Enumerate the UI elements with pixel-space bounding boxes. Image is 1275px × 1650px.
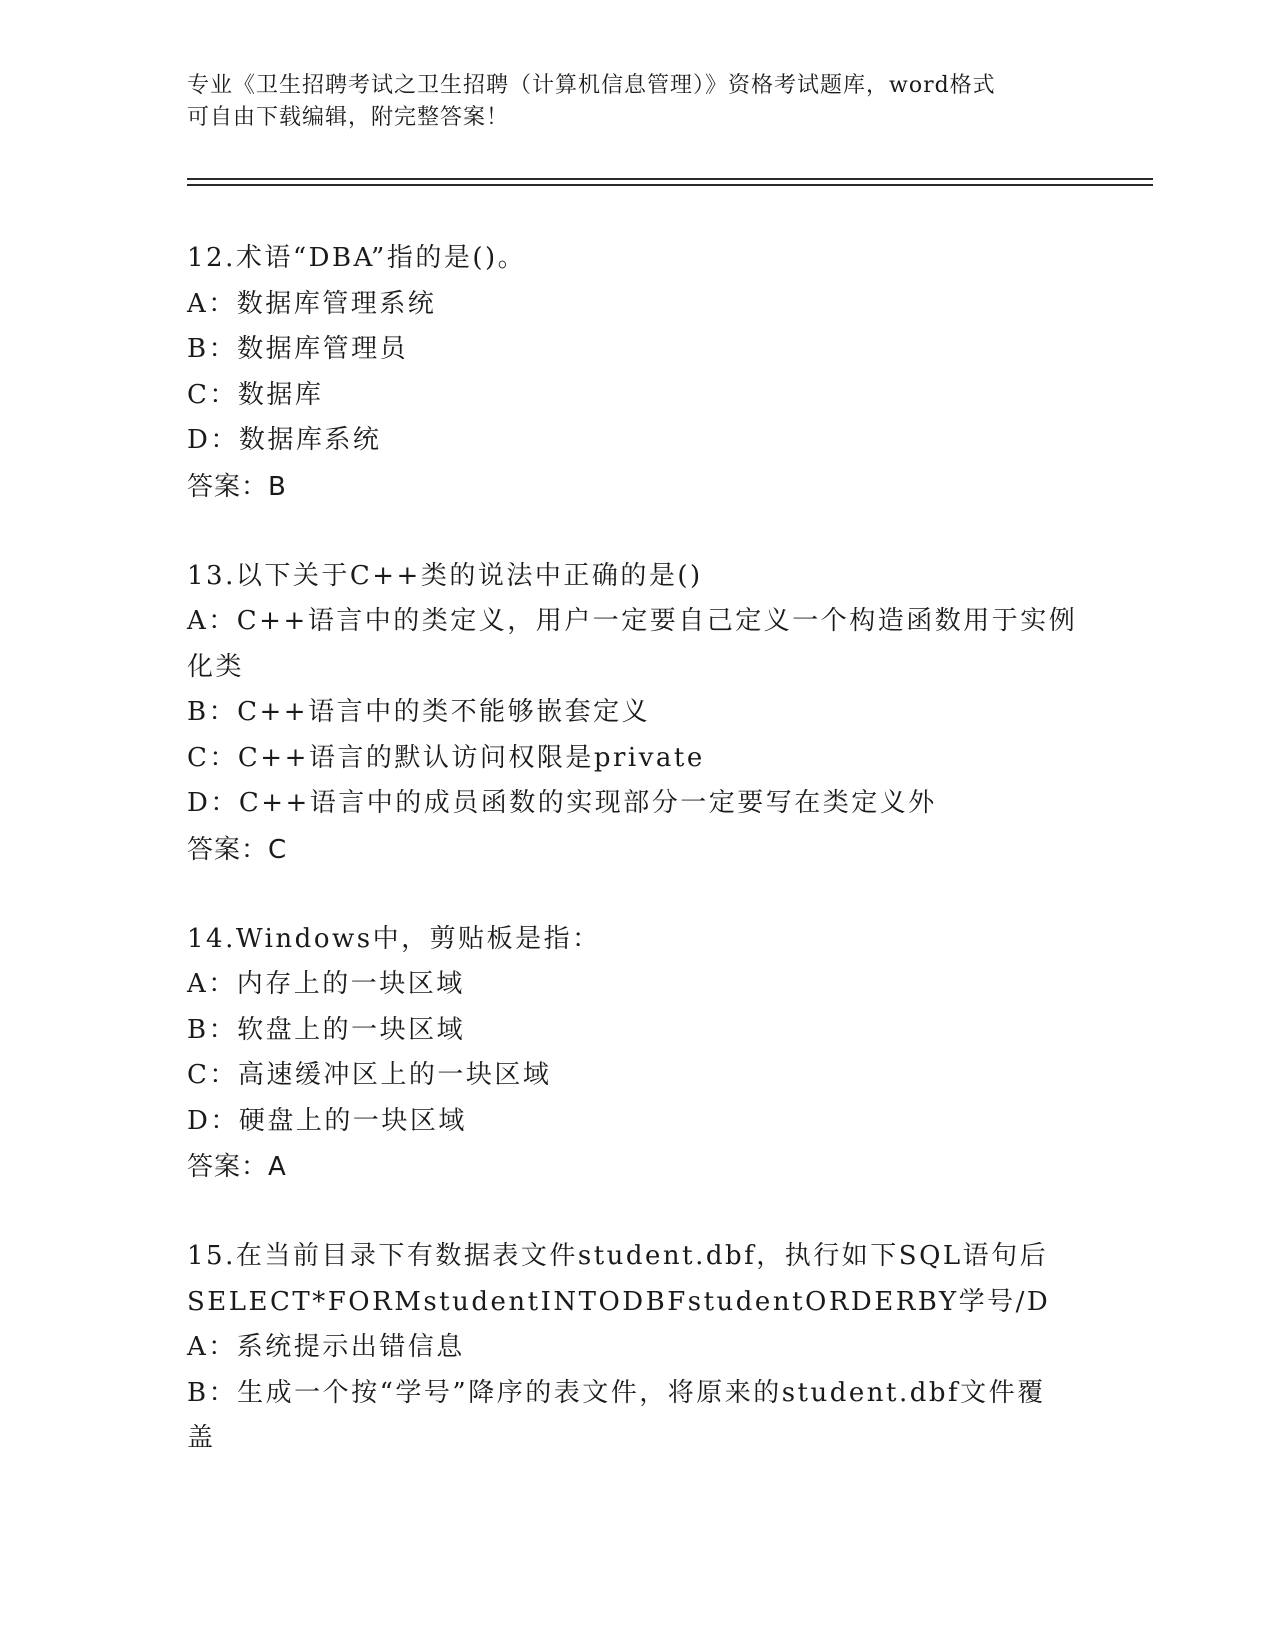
header-line-1: 专业《卫生招聘考试之卫生招聘（计算机信息管理）》资格考试题库，word格式 xyxy=(187,73,996,98)
question-stem: 13.以下关于C++类的说法中正确的是() xyxy=(187,560,703,591)
option-a: A：数据库管理系统 xyxy=(187,288,437,319)
answer-key: 答案：A xyxy=(187,1152,287,1182)
header-divider-top xyxy=(187,178,1153,180)
option-b: B：软盘上的一块区域 xyxy=(187,1014,466,1045)
option-b-continued: 盖 xyxy=(187,1423,216,1453)
question-stem-continued: SELECT*FORMstudentINTODBFstudentORDERBY学号/D xyxy=(187,1286,1051,1317)
option-a: A：内存上的一块区域 xyxy=(187,969,465,999)
option-a: A：系统提示出错信息 xyxy=(187,1332,465,1362)
document-header xyxy=(187,70,1067,134)
header-line-2: 可自由下载编辑，附完整答案！ xyxy=(187,105,510,130)
question-15 xyxy=(187,1234,1087,1462)
option-c: C：高速缓冲区上的一块区域 xyxy=(187,1060,552,1090)
option-d: D：数据库系统 xyxy=(187,425,382,455)
question-stem: 15.在当前目录下有数据表文件student.dbf，执行如下SQL语句后 xyxy=(187,1241,1049,1271)
question-stem: 14.Windows中，剪贴板是指： xyxy=(187,923,601,954)
option-b: B：数据库管理员 xyxy=(187,334,409,364)
option-a: A：C++语言中的类定义，用户一定要自己定义一个构造函数用于实例 xyxy=(187,606,1078,636)
option-a-continued: 化类 xyxy=(187,651,245,682)
option-d: D：C++语言中的成员函数的实现部分一定要写在类定义外 xyxy=(187,788,937,818)
option-c: C：C++语言的默认访问权限是private xyxy=(187,742,705,773)
option-d: D：硬盘上的一块区域 xyxy=(187,1105,467,1136)
option-c: C：数据库 xyxy=(187,379,324,410)
header-divider-bottom xyxy=(187,184,1153,186)
answer-key: 答案：B xyxy=(187,471,287,502)
answer-key: 答案：C xyxy=(187,834,288,865)
question-12 xyxy=(187,236,1087,510)
question-14 xyxy=(187,917,1087,1191)
question-list xyxy=(187,236,1087,1506)
question-stem: 12.术语“DBA”指的是()。 xyxy=(187,243,527,273)
option-b: B：C++语言中的类不能够嵌套定义 xyxy=(187,697,651,727)
option-b: B：生成一个按“学号”降序的表文件，将原来的student.dbf文件覆 xyxy=(187,1377,1046,1408)
question-13 xyxy=(187,554,1087,873)
